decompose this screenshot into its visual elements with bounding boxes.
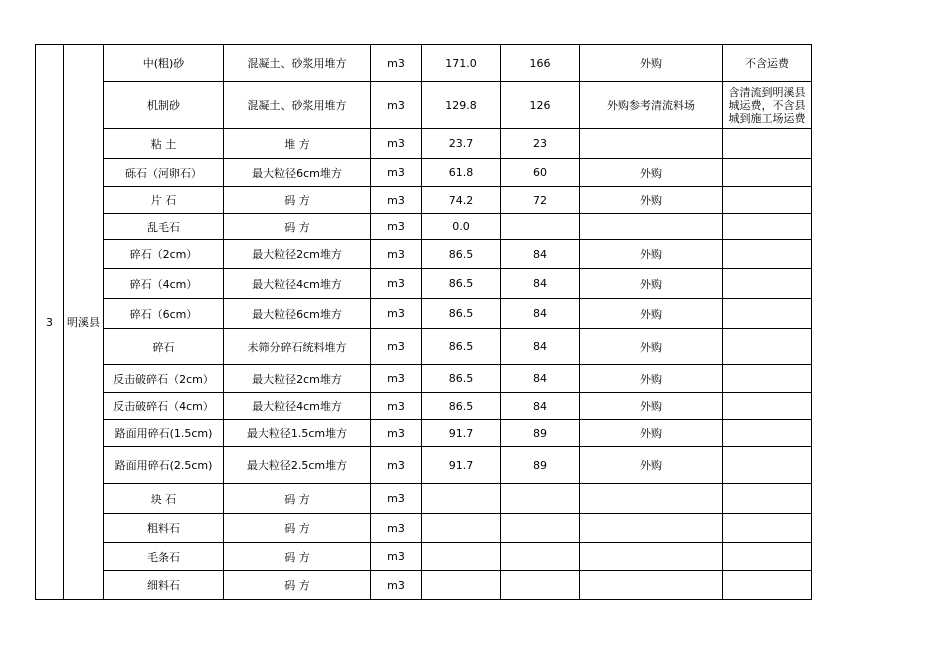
note-cell[interactable]: [723, 393, 812, 420]
material-name-cell[interactable]: 细料石: [104, 571, 224, 600]
spec-cell[interactable]: 最大粒径6cm堆方: [224, 159, 371, 187]
note-cell[interactable]: [723, 129, 812, 159]
spec-cell[interactable]: 码 方: [224, 214, 371, 240]
spec-cell[interactable]: 堆 方: [224, 129, 371, 159]
source-cell[interactable]: 外购: [580, 187, 723, 214]
price-cell[interactable]: 91.7: [422, 447, 501, 484]
unit-cell[interactable]: m3: [371, 365, 422, 393]
county-cell[interactable]: 明溪县: [64, 45, 104, 600]
source-cell[interactable]: 外购: [580, 365, 723, 393]
price-rounded-cell[interactable]: 89: [501, 420, 580, 447]
material-name-cell[interactable]: 机制砂: [104, 82, 224, 129]
price-rounded-cell[interactable]: 72: [501, 187, 580, 214]
material-name-cell[interactable]: 中(粗)砂: [104, 45, 224, 82]
spec-cell[interactable]: 码 方: [224, 484, 371, 514]
unit-cell[interactable]: m3: [371, 393, 422, 420]
material-name-cell[interactable]: 反击破碎石（4cm）: [104, 393, 224, 420]
note-cell[interactable]: [723, 269, 812, 299]
table-row: [36, 82, 812, 129]
unit-cell[interactable]: m3: [371, 159, 422, 187]
source-cell[interactable]: 外购: [580, 329, 723, 365]
spec-cell[interactable]: 混凝土、砂浆用堆方: [224, 82, 371, 129]
unit-cell[interactable]: m3: [371, 299, 422, 329]
source-cell[interactable]: [580, 129, 723, 159]
price-cell[interactable]: 86.5: [422, 269, 501, 299]
spec-cell[interactable]: 最大粒径6cm堆方: [224, 299, 371, 329]
table-body: [36, 45, 812, 600]
note-cell[interactable]: [723, 571, 812, 600]
price-cell[interactable]: 61.8: [422, 159, 501, 187]
spec-cell[interactable]: 最大粒径2.5cm堆方: [224, 447, 371, 484]
price-rounded-cell[interactable]: 23: [501, 129, 580, 159]
note-cell[interactable]: [723, 214, 812, 240]
unit-cell[interactable]: m3: [371, 45, 422, 82]
unit-cell[interactable]: m3: [371, 571, 422, 600]
unit-cell[interactable]: m3: [371, 187, 422, 214]
price-rounded-cell[interactable]: [501, 571, 580, 600]
source-cell[interactable]: [580, 214, 723, 240]
table-row: [36, 543, 812, 571]
price-rounded-cell[interactable]: 84: [501, 240, 580, 269]
note-cell[interactable]: 不含运费: [723, 45, 812, 82]
source-cell[interactable]: 外购: [580, 447, 723, 484]
table-row: [36, 269, 812, 299]
material-name-cell[interactable]: 乱毛石: [104, 214, 224, 240]
material-name-cell[interactable]: 砾石（河卵石）: [104, 159, 224, 187]
price-cell[interactable]: 171.0: [422, 45, 501, 82]
note-cell[interactable]: [723, 447, 812, 484]
source-cell[interactable]: 外购: [580, 159, 723, 187]
note-cell[interactable]: [723, 240, 812, 269]
material-name-cell[interactable]: 粗料石: [104, 514, 224, 543]
source-cell[interactable]: 外购: [580, 299, 723, 329]
price-rounded-cell[interactable]: 166: [501, 45, 580, 82]
material-name-cell[interactable]: 片 石: [104, 187, 224, 214]
price-rounded-cell[interactable]: 84: [501, 329, 580, 365]
spec-cell[interactable]: 最大粒径4cm堆方: [224, 393, 371, 420]
source-cell[interactable]: 外购: [580, 269, 723, 299]
spec-cell[interactable]: 最大粒径2cm堆方: [224, 365, 371, 393]
table-row: [36, 299, 812, 329]
note-cell[interactable]: [723, 484, 812, 514]
table-row: [36, 240, 812, 269]
table-row: [36, 420, 812, 447]
price-cell[interactable]: [422, 571, 501, 600]
spec-cell[interactable]: 码 方: [224, 543, 371, 571]
note-cell[interactable]: [723, 187, 812, 214]
table-row: [36, 484, 812, 514]
source-cell[interactable]: 外购: [580, 393, 723, 420]
material-name-cell[interactable]: 碎石（2cm）: [104, 240, 224, 269]
price-cell[interactable]: 86.5: [422, 240, 501, 269]
price-cell[interactable]: [422, 543, 501, 571]
table-row: [36, 45, 812, 82]
price-rounded-cell[interactable]: 84: [501, 269, 580, 299]
note-cell[interactable]: [723, 329, 812, 365]
unit-cell[interactable]: m3: [371, 240, 422, 269]
price-rounded-cell[interactable]: [501, 214, 580, 240]
unit-cell[interactable]: m3: [371, 420, 422, 447]
price-cell[interactable]: 74.2: [422, 187, 501, 214]
table-row: [36, 365, 812, 393]
spec-cell[interactable]: 码 方: [224, 187, 371, 214]
source-cell[interactable]: 外购: [580, 420, 723, 447]
note-cell[interactable]: [723, 159, 812, 187]
unit-cell[interactable]: m3: [371, 329, 422, 365]
unit-cell[interactable]: m3: [371, 129, 422, 159]
spec-cell[interactable]: 未筛分碎石统料堆方: [224, 329, 371, 365]
material-name-cell[interactable]: 路面用碎石(2.5cm): [104, 447, 224, 484]
source-cell[interactable]: [580, 484, 723, 514]
spec-cell[interactable]: 码 方: [224, 571, 371, 600]
note-cell[interactable]: [723, 365, 812, 393]
table-row: [36, 187, 812, 214]
table-row: [36, 329, 812, 365]
unit-cell[interactable]: m3: [371, 543, 422, 571]
price-rounded-cell[interactable]: [501, 484, 580, 514]
material-name-cell[interactable]: 毛条石: [104, 543, 224, 571]
price-cell[interactable]: [422, 514, 501, 543]
material-name-cell[interactable]: 块 石: [104, 484, 224, 514]
material-name-cell[interactable]: 碎石（6cm）: [104, 299, 224, 329]
material-name-cell[interactable]: 路面用碎石(1.5cm): [104, 420, 224, 447]
source-cell[interactable]: 外购参考清流料场: [580, 82, 723, 129]
table-row: [36, 447, 812, 484]
material-name-cell[interactable]: 反击破碎石（2cm）: [104, 365, 224, 393]
price-cell[interactable]: 23.7: [422, 129, 501, 159]
price-cell[interactable]: [422, 484, 501, 514]
unit-cell[interactable]: m3: [371, 514, 422, 543]
price-rounded-cell[interactable]: 84: [501, 299, 580, 329]
source-cell[interactable]: [580, 514, 723, 543]
price-cell[interactable]: 0.0: [422, 214, 501, 240]
material-name-cell[interactable]: 碎石: [104, 329, 224, 365]
sequence-number-cell[interactable]: 3: [36, 45, 64, 600]
price-rounded-cell[interactable]: [501, 543, 580, 571]
note-cell[interactable]: [723, 299, 812, 329]
note-cell[interactable]: 含清流到明溪县城运费，不含县城到施工场运费: [723, 82, 812, 129]
spec-cell[interactable]: 最大粒径2cm堆方: [224, 240, 371, 269]
price-rounded-cell[interactable]: 60: [501, 159, 580, 187]
price-rounded-cell[interactable]: [501, 514, 580, 543]
price-cell[interactable]: 86.5: [422, 329, 501, 365]
price-rounded-cell[interactable]: 84: [501, 393, 580, 420]
price-cell[interactable]: 86.5: [422, 393, 501, 420]
material-name-cell[interactable]: 碎石（4cm）: [104, 269, 224, 299]
price-rounded-cell[interactable]: 84: [501, 365, 580, 393]
price-rounded-cell[interactable]: 89: [501, 447, 580, 484]
spec-cell[interactable]: 混凝土、砂浆用堆方: [224, 45, 371, 82]
unit-cell[interactable]: m3: [371, 82, 422, 129]
table-row: [36, 129, 812, 159]
table-row: [36, 214, 812, 240]
note-cell[interactable]: [723, 543, 812, 571]
unit-cell[interactable]: m3: [371, 484, 422, 514]
material-name-cell[interactable]: 粘 土: [104, 129, 224, 159]
spec-cell[interactable]: 码 方: [224, 514, 371, 543]
table-row: [36, 571, 812, 600]
source-cell[interactable]: 外购: [580, 45, 723, 82]
table-row: [36, 393, 812, 420]
price-rounded-cell[interactable]: 126: [501, 82, 580, 129]
note-cell[interactable]: [723, 420, 812, 447]
price-cell[interactable]: 91.7: [422, 420, 501, 447]
materials-price-table: [35, 44, 812, 600]
table-row: [36, 514, 812, 543]
spec-cell[interactable]: 最大粒径4cm堆方: [224, 269, 371, 299]
price-cell[interactable]: 86.5: [422, 365, 501, 393]
price-cell[interactable]: 86.5: [422, 299, 501, 329]
source-cell[interactable]: [580, 543, 723, 571]
spec-cell[interactable]: 最大粒径1.5cm堆方: [224, 420, 371, 447]
table-row: [36, 159, 812, 187]
unit-cell[interactable]: m3: [371, 269, 422, 299]
price-cell[interactable]: 129.8: [422, 82, 501, 129]
source-cell[interactable]: [580, 571, 723, 600]
note-cell[interactable]: [723, 514, 812, 543]
unit-cell[interactable]: m3: [371, 214, 422, 240]
unit-cell[interactable]: m3: [371, 447, 422, 484]
source-cell[interactable]: 外购: [580, 240, 723, 269]
